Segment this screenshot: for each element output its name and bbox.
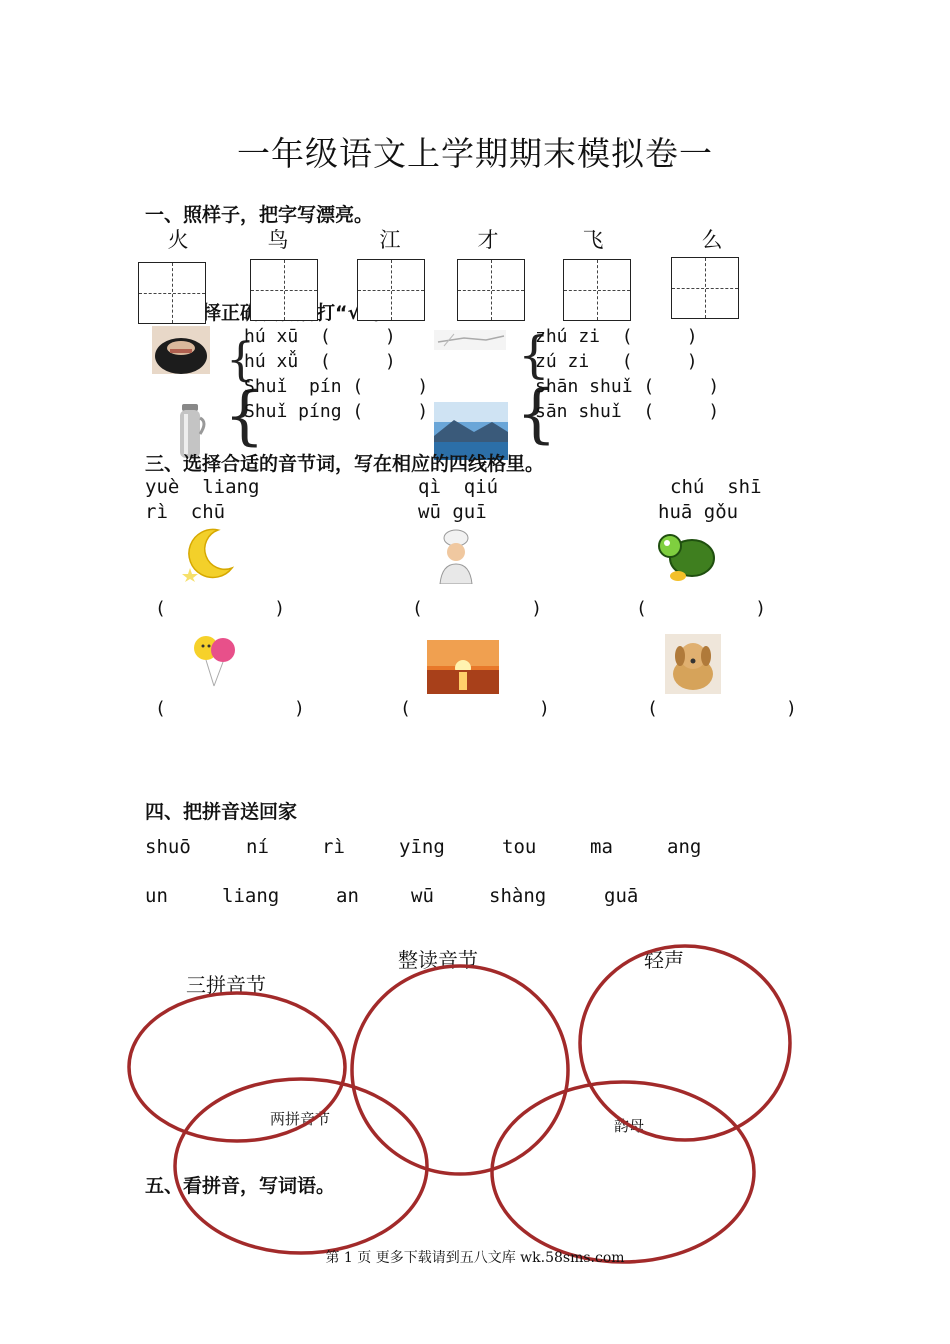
- syllable-word: yuè liang: [145, 476, 260, 498]
- sample-char: 么: [701, 228, 723, 252]
- sample-char: 才: [477, 228, 499, 252]
- circle-label-two-part: 两拼音节: [270, 1110, 331, 1128]
- pinyin-item[interactable]: tou: [502, 836, 537, 858]
- option-huxu-1[interactable]: hú xū ( ): [244, 326, 396, 347]
- circle-neutral-tone: [580, 946, 790, 1140]
- pinyin-item[interactable]: ní: [246, 836, 269, 858]
- pinyin-item[interactable]: guā: [604, 885, 639, 907]
- sample-char: 火: [167, 228, 189, 252]
- syllable-word: wū guī: [418, 501, 487, 523]
- option-zhuzi[interactable]: zhú zi ( ): [535, 326, 698, 347]
- pinyin-item[interactable]: un: [145, 885, 168, 907]
- writing-grid[interactable]: [457, 259, 525, 321]
- page-title: 一年级语文上学期期末模拟卷一: [237, 134, 713, 173]
- pinyin-item[interactable]: an: [336, 885, 359, 907]
- puppy-image: [665, 634, 721, 694]
- section5-heading: 五、看拼音，写词语。: [145, 1175, 336, 1197]
- option-huxu-2[interactable]: hú xǚ ( ): [244, 351, 396, 372]
- answer-blank[interactable]: ( ): [647, 698, 799, 719]
- writing-grid[interactable]: [357, 259, 425, 321]
- circle-label-three-part: 三拼音节: [186, 973, 266, 997]
- circle-label-neutral-tone: 轻声: [644, 948, 684, 972]
- option-shanshui[interactable]: shān shuǐ ( ): [535, 376, 720, 397]
- writing-grid[interactable]: [671, 257, 739, 319]
- brace-right-top: {: [518, 326, 550, 384]
- answer-blank[interactable]: ( ): [400, 698, 552, 719]
- chef-image: [436, 528, 476, 584]
- option-shuiping[interactable]: Shuǐ píng ( ): [244, 401, 429, 422]
- option-sanshui[interactable]: sān shuǐ ( ): [535, 401, 720, 422]
- moon-image: [178, 524, 240, 582]
- pinyin-item[interactable]: ang: [667, 836, 702, 858]
- sunrise-image: [427, 640, 499, 694]
- beard-image: [152, 326, 210, 374]
- section4-heading: 四、把拼音送回家: [145, 801, 298, 823]
- syllable-word: rì chū: [145, 501, 226, 523]
- bamboo-image: [434, 330, 506, 350]
- syllable-word: huā gǒu: [658, 501, 739, 523]
- writing-grid[interactable]: [138, 262, 206, 324]
- option-zuzi[interactable]: zú zi ( ): [535, 351, 698, 372]
- pinyin-item[interactable]: liang: [222, 885, 280, 907]
- syllable-word: chú shī: [670, 476, 762, 498]
- answer-blank[interactable]: ( ): [636, 598, 767, 619]
- answer-blank[interactable]: ( ): [412, 598, 543, 619]
- writing-grid[interactable]: [250, 259, 318, 321]
- answer-blank[interactable]: ( ): [155, 598, 286, 619]
- sample-char: 江: [379, 228, 401, 252]
- brace-right-bottom: {: [516, 377, 557, 451]
- syllable-word: qì qiú: [418, 476, 499, 498]
- brace-left-bottom: {: [224, 379, 265, 453]
- section3-heading: 三、选择合适的音节词，写在相应的四线格里。: [145, 453, 545, 475]
- pinyin-item[interactable]: shàng: [489, 885, 547, 907]
- section1-heading: 一、照样子，把字写漂亮。: [145, 204, 374, 226]
- option-shuipin[interactable]: Shuǐ pín ( ): [244, 376, 429, 397]
- pinyin-item[interactable]: wū: [411, 885, 434, 907]
- sample-char: 鸟: [267, 228, 289, 252]
- writing-grid[interactable]: [563, 259, 631, 321]
- circle-two-part: [175, 1079, 427, 1253]
- circle-final: [492, 1082, 754, 1262]
- page-footer: 第 1 页 更多下载请到五八文库 wk.58sms.com: [325, 1250, 625, 1266]
- turtle-image: [656, 524, 718, 584]
- circle-label-whole-syllable: 整读音节: [398, 948, 478, 972]
- answer-blank[interactable]: ( ): [155, 698, 307, 719]
- pinyin-item[interactable]: rì: [322, 836, 345, 858]
- balloon-image: [190, 628, 238, 690]
- circle-whole-syllable: [352, 966, 568, 1174]
- pinyin-item[interactable]: shuō: [145, 836, 191, 858]
- brace-left-top: {: [226, 332, 256, 386]
- pinyin-item[interactable]: ma: [590, 836, 613, 858]
- pinyin-item[interactable]: yīng: [399, 836, 445, 858]
- circle-label-final: 韵母: [614, 1117, 645, 1135]
- sample-char: 飞: [582, 228, 604, 252]
